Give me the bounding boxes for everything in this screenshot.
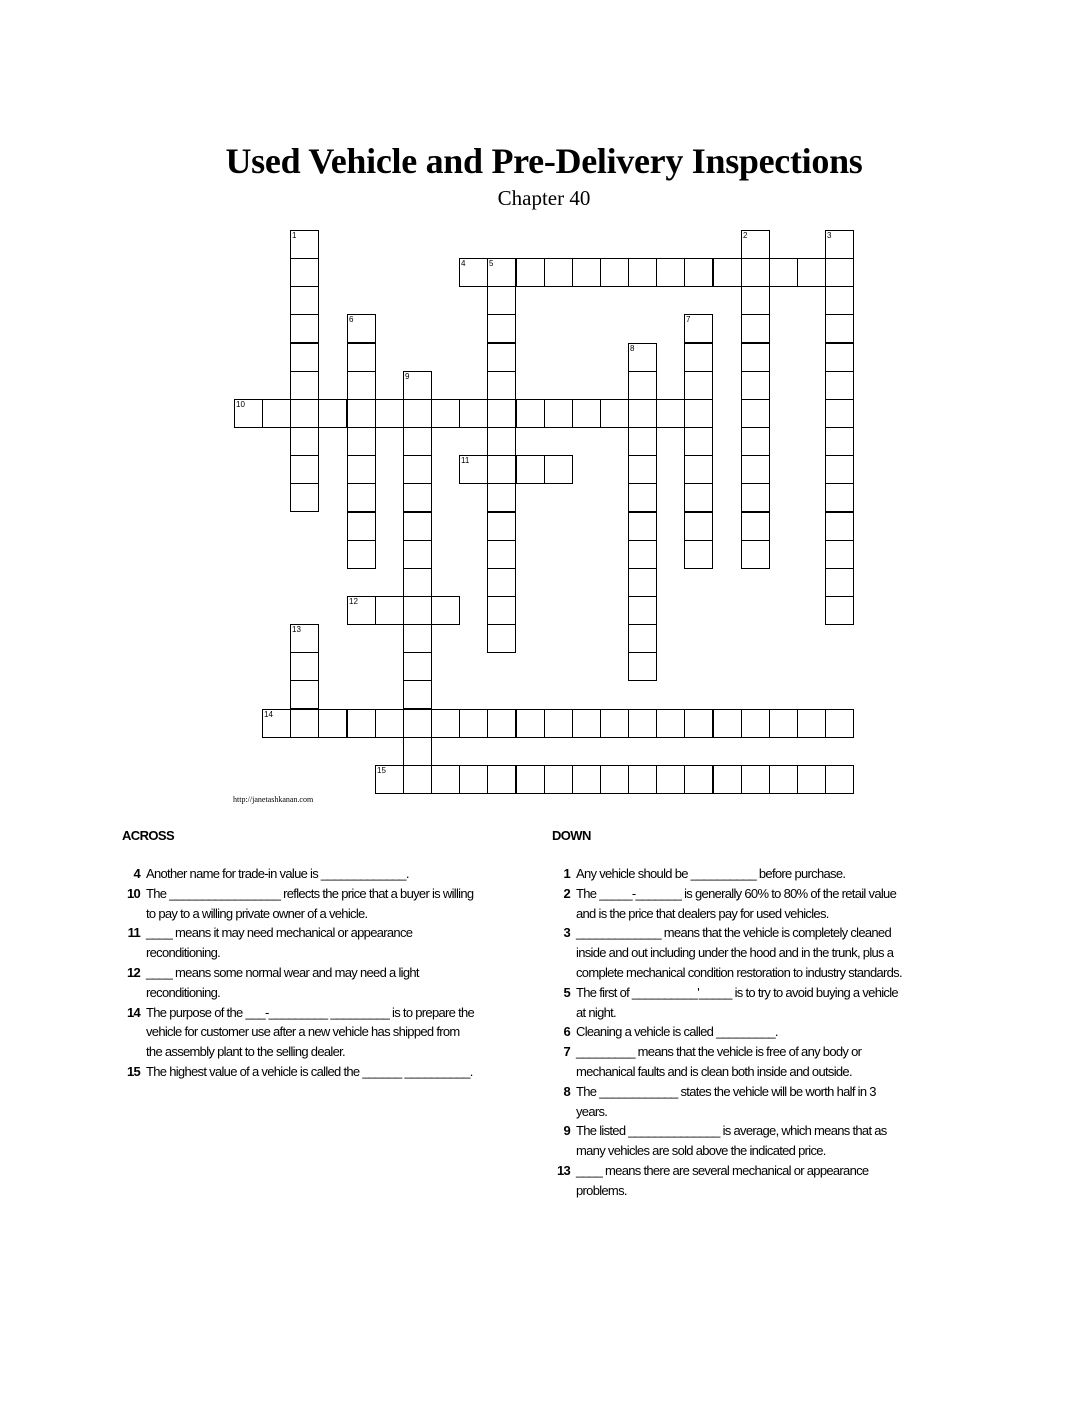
down-clue <box>548 923 908 982</box>
grid-cell[interactable] <box>431 709 460 738</box>
grid-cell[interactable] <box>600 709 629 738</box>
cell-number: 3 <box>827 231 832 240</box>
grid-cell[interactable] <box>459 455 488 484</box>
across-clue <box>118 864 478 884</box>
cell-number: 13 <box>292 625 301 634</box>
across-heading: ACROSS <box>122 828 175 843</box>
grid-cell[interactable] <box>516 258 545 287</box>
grid-cell[interactable] <box>797 258 826 287</box>
grid-cell[interactable] <box>487 483 516 512</box>
grid-cell[interactable] <box>403 483 432 512</box>
grid-cell[interactable] <box>825 258 854 287</box>
grid-cell[interactable] <box>290 455 319 484</box>
grid-cell[interactable] <box>459 765 488 794</box>
across-clue <box>118 963 478 1003</box>
clue-text: ____ means it may need mechanical or appearance reconditioning. <box>146 925 413 961</box>
clue-text: Another name for trade-in value is _____________. <box>146 866 409 881</box>
grid-cell[interactable] <box>403 427 432 456</box>
grid-cell[interactable] <box>516 709 545 738</box>
grid-cell[interactable] <box>347 427 376 456</box>
grid-cell[interactable] <box>825 596 854 625</box>
grid-cell[interactable] <box>656 765 685 794</box>
grid-cell[interactable] <box>403 455 432 484</box>
grid-cell[interactable] <box>684 314 713 343</box>
cell-number: 15 <box>377 766 386 775</box>
grid-cell[interactable] <box>290 314 319 343</box>
clue-number: 1 <box>563 866 570 881</box>
grid-cell[interactable] <box>656 258 685 287</box>
grid-cell[interactable] <box>684 455 713 484</box>
down-clue <box>548 864 908 884</box>
across-clue <box>118 1062 478 1082</box>
grid-cell[interactable] <box>290 258 319 287</box>
grid-cell[interactable] <box>825 230 854 259</box>
grid-cell[interactable] <box>347 371 376 400</box>
grid-cell[interactable] <box>544 709 573 738</box>
grid-cell[interactable] <box>375 709 404 738</box>
clue-number: 3 <box>563 925 570 941</box>
across-clue <box>118 884 478 924</box>
puzzle-title: Used Vehicle and Pre-Delivery Inspections <box>225 141 863 181</box>
down-clue <box>548 983 908 1023</box>
grid-cell[interactable] <box>403 399 432 428</box>
grid-cell[interactable] <box>375 765 404 794</box>
grid-cell[interactable] <box>741 427 770 456</box>
down-clue <box>548 1022 908 1042</box>
cell-number: 12 <box>349 597 358 606</box>
grid-cell[interactable] <box>459 709 488 738</box>
grid-cell[interactable] <box>487 455 516 484</box>
clue-number: 11 <box>127 925 140 941</box>
grid-cell[interactable] <box>234 399 263 428</box>
clue-number: 6 <box>563 1024 570 1040</box>
grid-cell[interactable] <box>403 596 432 625</box>
grid-cell[interactable] <box>684 709 713 738</box>
cell-number: 4 <box>461 259 466 268</box>
down-clue <box>548 1161 908 1201</box>
grid-cell[interactable] <box>487 624 516 653</box>
grid-cell[interactable] <box>825 512 854 541</box>
grid-cell[interactable] <box>487 568 516 597</box>
grid-cell[interactable] <box>544 765 573 794</box>
grid-cell[interactable] <box>741 399 770 428</box>
grid-cell[interactable] <box>741 709 770 738</box>
grid-cell[interactable] <box>628 258 657 287</box>
grid-cell[interactable] <box>290 371 319 400</box>
grid-cell[interactable] <box>684 483 713 512</box>
cell-number: 2 <box>743 231 748 240</box>
grid-cell[interactable] <box>825 343 854 372</box>
grid-cell[interactable] <box>487 709 516 738</box>
grid-cell[interactable] <box>628 765 657 794</box>
grid-cell[interactable] <box>825 286 854 315</box>
grid-cell[interactable] <box>684 258 713 287</box>
grid-cell[interactable] <box>290 652 319 681</box>
clue-number: 5 <box>563 984 570 1000</box>
grid-cell[interactable] <box>572 258 601 287</box>
grid-cell[interactable] <box>769 765 798 794</box>
grid-cell[interactable] <box>628 709 657 738</box>
cell-number: 10 <box>236 400 245 409</box>
grid-cell[interactable] <box>741 540 770 569</box>
down-clue-list <box>548 864 908 1201</box>
clue-number: 2 <box>563 885 570 901</box>
grid-cell[interactable] <box>656 709 685 738</box>
grid-cell[interactable] <box>825 427 854 456</box>
grid-cell[interactable] <box>797 709 826 738</box>
grid-cell[interactable] <box>347 343 376 372</box>
grid-cell[interactable] <box>825 371 854 400</box>
grid-cell[interactable] <box>741 343 770 372</box>
grid-cell[interactable] <box>825 399 854 428</box>
grid-cell[interactable] <box>290 427 319 456</box>
clue-number: 14 <box>126 1004 140 1020</box>
grid-cell[interactable] <box>741 258 770 287</box>
grid-cell[interactable] <box>572 399 601 428</box>
grid-cell[interactable] <box>628 399 657 428</box>
clue-text: The ____________ states the vehicle will be worth half in 3 years. <box>576 1083 876 1119</box>
grid-cell[interactable] <box>290 624 319 653</box>
grid-cell[interactable] <box>403 709 432 738</box>
grid-cell[interactable] <box>487 258 516 287</box>
clue-text: The highest value of a vehicle is called the ______ __________. <box>146 1063 473 1079</box>
grid-cell[interactable] <box>825 765 854 794</box>
grid-cell[interactable] <box>459 399 488 428</box>
grid-cell[interactable] <box>487 540 516 569</box>
grid-cell[interactable] <box>403 512 432 541</box>
down-clue <box>548 884 908 924</box>
cell-number: 11 <box>461 456 470 465</box>
grid-cell[interactable] <box>628 568 657 597</box>
grid-cell[interactable] <box>403 568 432 597</box>
clue-number: 15 <box>126 1063 140 1079</box>
clue-text: The listed ______________ is average, which means that as many vehicles are sold above the indicated price. <box>576 1123 887 1159</box>
grid-cell[interactable] <box>572 709 601 738</box>
grid-cell[interactable] <box>347 596 376 625</box>
grid-cell[interactable] <box>628 371 657 400</box>
clue-text: Any vehicle should be __________ before purchase. <box>576 866 846 881</box>
grid-cell[interactable] <box>290 343 319 372</box>
grid-cell[interactable] <box>403 652 432 681</box>
grid-cell[interactable] <box>431 399 460 428</box>
grid-cell[interactable] <box>375 399 404 428</box>
cell-number: 5 <box>489 259 494 268</box>
grid-cell[interactable] <box>431 765 460 794</box>
grid-cell[interactable] <box>290 399 319 428</box>
grid-cell[interactable] <box>459 258 488 287</box>
grid-cell[interactable] <box>290 286 319 315</box>
grid-cell[interactable] <box>797 765 826 794</box>
grid-cell[interactable] <box>628 483 657 512</box>
grid-cell[interactable] <box>431 596 460 625</box>
grid-cell[interactable] <box>347 314 376 343</box>
grid-cell[interactable] <box>403 624 432 653</box>
grid-cell[interactable] <box>741 455 770 484</box>
across-clue <box>118 923 478 963</box>
clue-text: ____ means there are several mechanical or appearance problems. <box>576 1162 869 1198</box>
grid-cell[interactable] <box>262 399 291 428</box>
cell-number: 14 <box>264 710 273 719</box>
grid-cell[interactable] <box>290 483 319 512</box>
grid-cell[interactable] <box>347 512 376 541</box>
grid-cell[interactable] <box>684 427 713 456</box>
clue-text: The _____-_______ is generally 60% to 80% of the retail value and is the price that dealers pay for used vehicles. <box>576 885 897 921</box>
source-url: http://janetashkanan.com <box>233 795 314 804</box>
clue-text: The purpose of the ___-_________ _________ is to prepare the vehicle for customer use after a new vehicle has shipped from the assembly plant to the selling dealer. <box>146 1004 475 1060</box>
grid-cell[interactable] <box>684 399 713 428</box>
grid-cell[interactable] <box>825 540 854 569</box>
grid-cell[interactable] <box>741 230 770 259</box>
clue-number: 7 <box>563 1044 570 1060</box>
cell-number: 1 <box>292 231 297 240</box>
grid-cell[interactable] <box>713 258 742 287</box>
grid-cell[interactable] <box>262 709 291 738</box>
grid-cell[interactable] <box>713 709 742 738</box>
grid-cell[interactable] <box>544 399 573 428</box>
grid-cell[interactable] <box>290 230 319 259</box>
grid-cell[interactable] <box>290 680 319 709</box>
grid-cell[interactable] <box>741 286 770 315</box>
grid-cell[interactable] <box>713 765 742 794</box>
grid-cell[interactable] <box>600 399 629 428</box>
grid-cell[interactable] <box>684 343 713 372</box>
grid-cell[interactable] <box>318 399 347 428</box>
across-clue-list <box>118 864 478 1082</box>
grid-cell[interactable] <box>628 596 657 625</box>
grid-cell[interactable] <box>347 483 376 512</box>
grid-cell[interactable] <box>487 596 516 625</box>
clue-text: _________ means that the vehicle is free of any body or mechanical faults and is clean both inside and outside. <box>576 1044 862 1079</box>
grid-cell[interactable] <box>347 455 376 484</box>
grid-cell[interactable] <box>741 371 770 400</box>
clue-text: The _________________ reflects the price that a buyer is willing to pay to a willing private owner of a vehicle. <box>146 885 474 921</box>
cell-number: 9 <box>405 372 410 381</box>
grid-cell[interactable] <box>628 540 657 569</box>
grid-cell[interactable] <box>318 709 347 738</box>
clue-number: 12 <box>126 964 140 980</box>
grid-cell[interactable] <box>741 765 770 794</box>
grid-cell[interactable] <box>290 709 319 738</box>
across-clue <box>118 1003 478 1062</box>
grid-cell[interactable] <box>628 455 657 484</box>
down-heading: DOWN <box>552 828 591 843</box>
grid-cell[interactable] <box>628 652 657 681</box>
grid-cell[interactable] <box>516 765 545 794</box>
grid-cell[interactable] <box>741 512 770 541</box>
clue-number: 10 <box>126 885 140 901</box>
grid-cell[interactable] <box>487 314 516 343</box>
cell-number: 8 <box>630 344 635 353</box>
grid-cell[interactable] <box>487 343 516 372</box>
grid-cell[interactable] <box>403 540 432 569</box>
grid-cell[interactable] <box>628 343 657 372</box>
grid-cell[interactable] <box>403 680 432 709</box>
grid-cell[interactable] <box>684 540 713 569</box>
grid-cell[interactable] <box>487 371 516 400</box>
clue-text: Cleaning a vehicle is called _________. <box>576 1024 778 1040</box>
down-clue <box>548 1121 908 1161</box>
grid-cell[interactable] <box>769 258 798 287</box>
grid-cell[interactable] <box>572 765 601 794</box>
clue-text: _____________ means that the vehicle is completely cleaned inside and out including under the hood and in the trunk, plus a complete mechanical condition restoration to industry standards. <box>576 925 902 980</box>
grid-cell[interactable] <box>825 483 854 512</box>
grid-cell[interactable] <box>741 483 770 512</box>
grid-cell[interactable] <box>403 737 432 766</box>
clue-number: 13 <box>556 1162 570 1178</box>
grid-cell[interactable] <box>347 540 376 569</box>
clue-text: ____ means some normal wear and may need a light reconditioning. <box>146 964 419 1000</box>
grid-cell[interactable] <box>825 314 854 343</box>
grid-cell[interactable] <box>628 512 657 541</box>
grid-cell[interactable] <box>516 455 545 484</box>
grid-cell[interactable] <box>600 765 629 794</box>
grid-cell[interactable] <box>347 399 376 428</box>
grid-cell[interactable] <box>628 624 657 653</box>
grid-cell[interactable] <box>544 258 573 287</box>
clue-text: The first of __________'_____ is to try to avoid buying a vehicle at night. <box>576 984 898 1020</box>
grid-cell[interactable] <box>684 512 713 541</box>
clue-number: 4 <box>133 866 140 881</box>
grid-cell[interactable] <box>375 596 404 625</box>
grid-cell[interactable] <box>825 568 854 597</box>
grid-cell[interactable] <box>825 709 854 738</box>
grid-cell[interactable] <box>487 765 516 794</box>
grid-cell[interactable] <box>403 371 432 400</box>
grid-cell[interactable] <box>656 399 685 428</box>
grid-cell[interactable] <box>684 371 713 400</box>
cell-number: 7 <box>686 315 691 324</box>
grid-cell[interactable] <box>516 399 545 428</box>
puzzle-subtitle: Chapter 40 <box>497 186 591 210</box>
clue-number: 8 <box>563 1083 570 1099</box>
grid-cell[interactable] <box>403 765 432 794</box>
grid-cell[interactable] <box>347 709 376 738</box>
cell-number: 6 <box>349 315 354 324</box>
grid-cell[interactable] <box>487 512 516 541</box>
grid-cell[interactable] <box>628 427 657 456</box>
grid-cell[interactable] <box>487 427 516 456</box>
grid-cell[interactable] <box>600 258 629 287</box>
down-clue <box>548 1082 908 1122</box>
grid-cell[interactable] <box>769 709 798 738</box>
grid-cell[interactable] <box>487 399 516 428</box>
grid-cell[interactable] <box>684 765 713 794</box>
grid-cell[interactable] <box>741 314 770 343</box>
grid-cell[interactable] <box>825 455 854 484</box>
grid-cell[interactable] <box>487 286 516 315</box>
clue-number: 9 <box>563 1123 570 1139</box>
down-clue <box>548 1042 908 1082</box>
grid-cell[interactable] <box>544 455 573 484</box>
